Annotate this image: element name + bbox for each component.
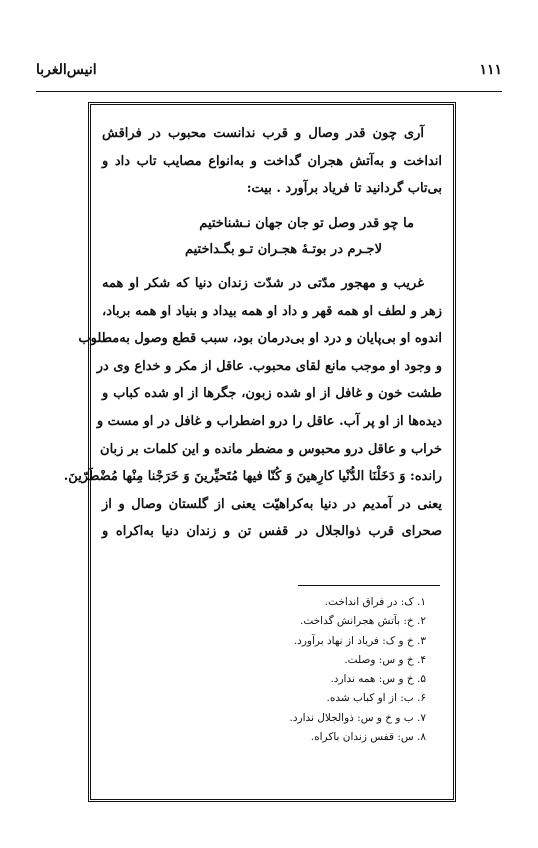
footnote: ۴. خ و س: وصلت. bbox=[344, 653, 426, 666]
text-line: خراب و عاقل درو محبوس و مضطر مانده و این کلمات بر زبان bbox=[100, 441, 442, 457]
text-line: دیده‌ها از او پر آب. عاقل را درو اضطراب و غافل در او مست و bbox=[96, 413, 442, 429]
header-rule bbox=[36, 91, 502, 92]
page-number: ۱۱۱ bbox=[479, 62, 502, 78]
text-line: غریب و مهجور مدّتی در شدّت زندان دنیا که شکر او همه bbox=[102, 276, 424, 291]
text-line: اندوه او بی‌پایان و درد او بی‌درمان بود، سبب قطع وصول به‌مطلوب bbox=[78, 331, 442, 347]
text-line: یعنی در آمدیم در دنیا به‌کراهیّت یعنی از گلستان وصال و از bbox=[102, 496, 442, 512]
footnote: ۲. خ: بآتش هجرانش گداخت. bbox=[300, 615, 426, 628]
footnote-rule bbox=[298, 585, 440, 586]
text-line: طشت خون و غافل از او شده زبون، جگرها از او شده کباب و bbox=[102, 386, 442, 402]
footnote: ۸. س: قفس زندان باکراه. bbox=[310, 731, 426, 744]
text-line: انداخت و به‌آتش هجران گداخت و به‌انواع مصایب تاب داد و bbox=[102, 153, 442, 169]
running-title: انیس‌الغربا bbox=[36, 62, 97, 78]
text-line: صحرای قرب ذوالجلال در قفس تن و زندان دنیا به‌اکراه و bbox=[102, 524, 442, 540]
quran-quote-line: رانده: وَ دَخَلْنَا الدُّنْیا کارِهینَ وَ کُنّا فیها مُتَحیِّرینَ وَ خَرَجْنا مِنْها مُضْطَرّینَ. bbox=[63, 469, 442, 485]
page-header bbox=[36, 62, 502, 84]
verse-line-2 bbox=[102, 242, 442, 257]
text-line: بی‌تاب گردانید تا فریاد برآورد . بیت: bbox=[246, 181, 442, 197]
footnotes bbox=[106, 593, 426, 747]
body-paragraph-2 bbox=[63, 270, 442, 546]
text-line: آری چون قدر وصال و قرب ندانست محبوب در فراقش bbox=[102, 126, 424, 141]
body-paragraph-1 bbox=[102, 120, 442, 203]
text-line: و وجود او موجب مانع لقای محبوب. عاقل از مکر و خداع وی در bbox=[96, 358, 442, 374]
footnote: ۳. خ و ک: فریاد از نهاد برآورد. bbox=[293, 634, 426, 647]
footnote: ۱. ک: در فراق انداخت. bbox=[324, 596, 426, 608]
footnote: ۷. ب و خ و س: ذوالجلال ندارد. bbox=[289, 711, 426, 724]
text-line: زهر و لطف او همه قهر و داد او همه بیداد و بنیاد او همه برباد، bbox=[102, 303, 442, 319]
verse-text: لاجـرم در بوتـهٔ هجـران تـو بگـداختیم bbox=[184, 242, 382, 257]
footnote: ۶. ب: از او کباب شده. bbox=[326, 692, 426, 705]
verse-line-1 bbox=[102, 216, 442, 231]
verse-text: ما چو قدر وصل تو جان جهان نـشناختیم bbox=[199, 216, 414, 231]
footnote: ۵. خ و س: همه ندارد. bbox=[330, 673, 426, 686]
